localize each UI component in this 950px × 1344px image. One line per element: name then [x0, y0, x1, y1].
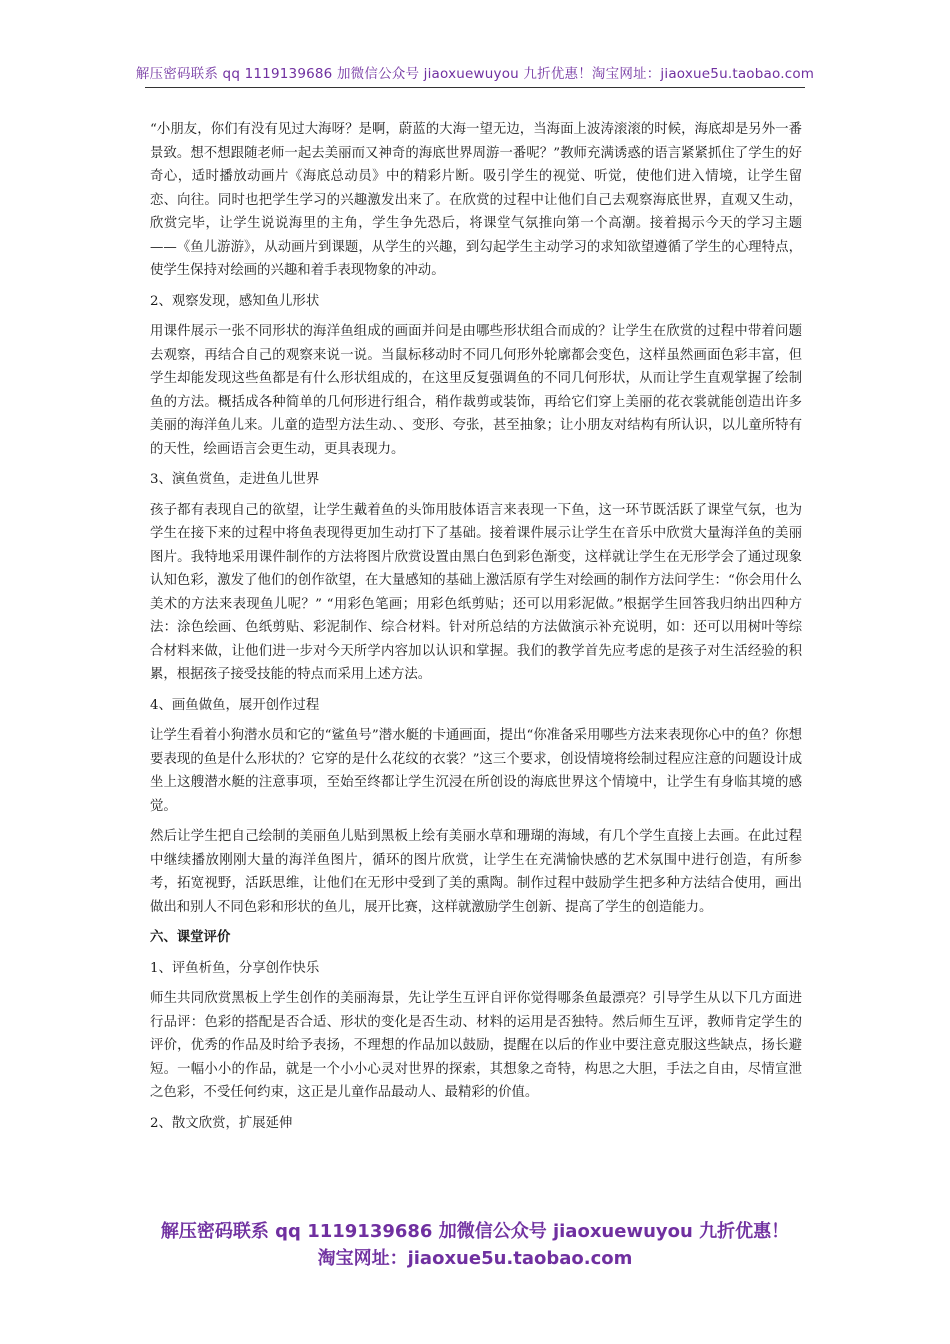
- body-paragraph: 用课件展示一张不同形状的海洋鱼组成的画面并问是由哪些形状组合而成的？让学生在欣赏的过程中带着问题去观察，再结合自己的观察来说一说。当鼠标移动时不同几何形外轮廓都会变色，这样虽然画面色彩丰富，但学生却能发现这些鱼都是有什么形状组成的，在这里反复强调鱼的不同几何形状，从而让学生直观掌握了绘制鱼的方法。概括成各种简单的几何形进行组合，稍作裁剪或装饰，再给它们穿上美丽的花衣裳就能创造出许多美丽的海洋鱼儿来。儿童的造型方法生动、、变形、夸张，甚至抽象；让小朋友对结构有所认识，以儿童所特有的天性，绘画语言会更生动，更具表现力。: [150, 324, 802, 457]
- footer-line-contact: 解压密码联系 qq 1119139686 加微信公众号 jiaoxuewuyou 九折优惠！: [160, 1221, 790, 1242]
- subheading-act-fish: 3、演鱼赏鱼，走进鱼儿世界: [150, 472, 320, 487]
- body-paragraph: 师生共同欣赏黑板上学生创作的美丽海景，先让学生互评自评你觉得哪条鱼最漂亮？引导学生从以下几方面进行品评：色彩的搭配是否合适、形状的变化是否生动、材料的运用是否独特。然后师生互评，教师肯定学生的评价，优秀的作品及时给予表扬，不理想的作品加以鼓励，提醒在以后的作业中要注意克服这些缺点，扬长避短。一幅小小的作品，就是一个小小心灵对世界的探索，其想象之奇特，构思之大胆，手法之自由，尽情宣泄之色彩，不受任何约束，这正是儿童作品最动人、最精彩的价值。: [150, 991, 802, 1100]
- body-paragraph: 然后让学生把自己绘制的美丽鱼儿贴到黑板上绘有美丽水草和珊瑚的海域，有几个学生直接上去画。在此过程中继续播放刚刚大量的海洋鱼图片，循环的图片欣赏，让学生在充满愉快感的艺术氛围中进行创造，有所参考，拓宽视野，活跃思维，让他们在无形中受到了美的熏陶。制作过程中鼓励学生把多种方法结合使用，画出做出和别人不同色彩和形状的鱼儿，展开比赛，这样就激励学生创新、提高了学生的创造能力。: [150, 829, 802, 915]
- body-paragraph: 让学生看着小狗潜水员和它的“鲨鱼号”潜水艇的卡通画面，提出“你准备采用哪些方法来表现你心中的鱼？你想要表现的鱼是什么形状的？它穿的是什么花纹的衣裳？”这三个要求，创设情境将绘制过程应注意的问题设计成坐上这艘潜水艇的注意事项，至始至终都让学生沉浸在所创设的海底世界这个情境中，让学生有身临其境的感觉。: [150, 728, 802, 814]
- document-body: [150, 118, 802, 1142]
- page-footer-notice: [0, 1218, 950, 1272]
- footer-line-shop: 淘宝网址：jiaoxue5u.taobao.com: [317, 1248, 633, 1269]
- subheading-evaluate-fish: 1、评鱼析鱼，分享创作快乐: [150, 960, 320, 976]
- page-header-notice: 解压密码联系 qq 1119139686 加微信公众号 jiaoxuewuyou 九折优惠！淘宝网址：jiaoxue5u.taobao.com: [135, 66, 815, 82]
- body-paragraph: “小朋友，你们有没有见过大海呀？是啊，蔚蓝的大海一望无边，当海面上波涛滚滚的时候，海底却是另外一番景致。想不想跟随老师一起去美丽而又神奇的海底世界周游一番呢？”教师充满诱惑的语言紧紧抓住了学生的好奇心，适时播放动画片《海底总动员》中的精彩片断。吸引学生的视觉、听觉，使他们进入情境，让学生留恋、向往。同时也把学生学习的兴趣激发出来了。在欣赏的过程中让他们自己去观察海底世界，直观又生动，欣赏完毕，让学生说说海里的主角，学生争先恐后，将课堂气氛推向第一个高潮。接着揭示今天的学习主题——《鱼儿游游》，从动画片到课题，从学生的兴趣，到勾起学生主动学习的求知欲望遵循了学生的心理特点，使学生保持对绘画的兴趣和着手表现物象的冲动。: [150, 122, 802, 278]
- subheading-observe: 2、观察发现，感知鱼儿形状: [150, 293, 320, 309]
- header-divider: [145, 87, 805, 88]
- subheading-draw-fish: 4、画鱼做鱼，展开创作过程: [150, 697, 320, 713]
- section-title-evaluation: 六、课堂评价: [150, 929, 231, 945]
- subheading-prose: 2、散文欣赏，扩展延伸: [150, 1115, 293, 1131]
- body-paragraph: 孩子都有表现自己的欲望，让学生戴着鱼的头饰用肢体语言来表现一下鱼，这一环节既活跃了课堂气氛，也为学生在接下来的过程中将鱼表现得更加生动打下了基础。接着课件展示让学生在音乐中欣赏大量海洋鱼的美丽图片。我特地采用课件制作的方法将图片欣赏设置由黑白色到彩色渐变，这样就让学生在无形学会了通过现象认知色彩，激发了他们的创作欲望，在大量感知的基础上激活原有学生对绘画的制作方法问学生：“你会用什么美术的方法来表现鱼儿呢？” “用彩色笔画；用彩色纸剪贴；还可以用彩泥做。”根据学生回答我归纳出四种方法：涂色绘画、色纸剪贴、彩泥制作、综合材料。针对所总结的方法做演示补充说明，如：还可以用树叶等综合材料来做，让他们进一步对今天所学内容加以认识和掌握。我们的教学首先应考虑的是孩子对生活经验的积累，根据孩子接受技能的特点而采用上述方法。: [150, 502, 802, 682]
